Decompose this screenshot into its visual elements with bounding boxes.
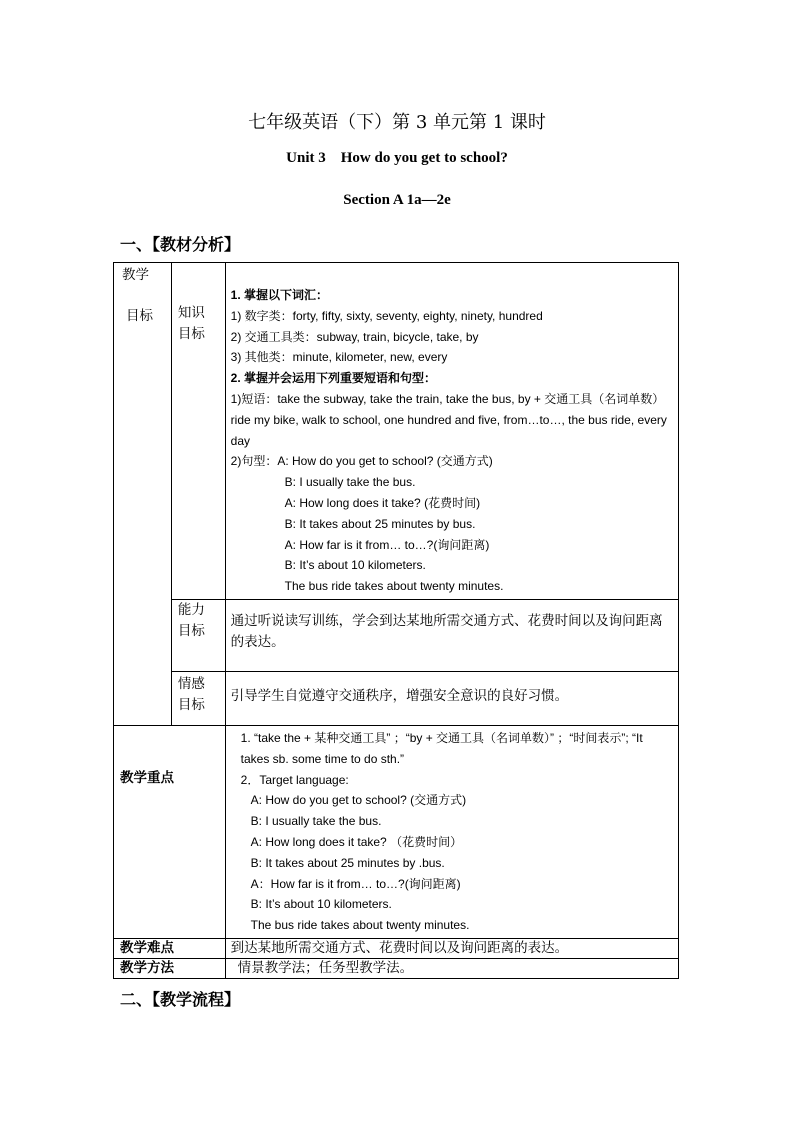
knowledge-label-2: 目标 (177, 326, 205, 342)
unit-title: Unit 3 How do you get to school? (286, 150, 508, 166)
key-points-line: 2．Target language: (240, 772, 349, 787)
lesson-title: 七年级英语（下）第 3 单元第 1 课时 (248, 112, 546, 133)
emotion-label-cell (171, 671, 225, 725)
objectives-label-1: 教学 (122, 267, 149, 283)
difficulty-content-cell (225, 938, 678, 958)
key-points-content-cell (225, 725, 678, 938)
knowledge-content-cell (225, 263, 678, 600)
part2-heading: 二、【教学流程】 (120, 990, 241, 1009)
key-points-line: 1. “take the + 某种交通工具” ；“by + 交通工具（名词单数）” ；“时间表示”; “It takes sb. some time to do sth.” (240, 730, 643, 766)
ability-label-2: 目标 (177, 622, 205, 639)
key-points-line: A: How do you get to school? (交通方式) (250, 793, 467, 808)
knowledge-line: The bus ride takes about twenty minutes. (284, 579, 504, 594)
knowledge-line: B: It’s about 10 kilometers. (284, 558, 426, 573)
key-points-line: A: How long does it take? （花费时间） (250, 834, 463, 849)
key-points-line: A：How far is it from… to…?(询问距离) (250, 876, 461, 891)
difficulty-label: 教学难点 (120, 939, 174, 956)
knowledge-line: B: It takes about 25 minutes by bus. (284, 516, 476, 531)
knowledge-line: A: How long does it take? (花费时间) (284, 495, 481, 510)
knowledge-line: 1. 掌握以下词汇： (230, 288, 328, 302)
knowledge-line: 1)短语：take the subway, take the train, take the bus, by + 交通工具（名词单数） ride my bike, walk to school, one hundred and five, from…to…, the bus ride, every day (230, 391, 667, 448)
objectives-label-cell (114, 263, 172, 726)
emotion-label-1: 情感 (177, 675, 205, 692)
ability-label-cell (171, 599, 225, 671)
objectives-label-2: 目标 (126, 308, 153, 324)
method-content-cell (225, 958, 678, 978)
knowledge-line: 2) 交通工具类：subway, train, bicycle, take, by (230, 329, 479, 344)
ability-content-cell (225, 599, 678, 671)
part1-heading: 一、【教材分析】 (120, 235, 241, 254)
knowledge-line: 2)句型：A: How do you get to school? (交通方式) (230, 454, 493, 469)
knowledge-line: A: How far is it from… to…?(询问距离) (284, 537, 490, 552)
difficulty-text: 到达某地所需交通方式、花费时间以及询问距离的表达。 (230, 939, 569, 956)
method-label: 教学方法 (120, 959, 174, 976)
knowledge-line: 1) 数字类：forty, fifty, sixty, seventy, eighty, ninety, hundred (230, 308, 543, 323)
knowledge-line: 3) 其他类：minute, kilometer, new, every (230, 350, 448, 365)
difficulty-label-cell (114, 938, 226, 958)
key-points-line: The bus ride takes about twenty minutes. (250, 918, 470, 933)
method-label-cell (114, 958, 226, 978)
key-points-line: B: It takes about 25 minutes by .bus. (250, 855, 445, 870)
knowledge-label-cell (171, 263, 225, 600)
section-title: Section A 1a—2e (343, 192, 451, 208)
emotion-content-cell (225, 671, 678, 725)
emotion-text: 引导学生自觉遵守交通秩序，增强安全意识的良好习惯。 (230, 687, 569, 704)
knowledge-label-1: 知识 (177, 305, 205, 321)
key-points-label-cell (114, 725, 226, 938)
method-text: 情景教学法；任务型教学法。 (237, 959, 414, 976)
knowledge-line: B: I usually take the bus. (284, 475, 416, 490)
key-points-label: 教学重点 (120, 769, 174, 786)
key-points-line: B: It’s about 10 kilometers. (250, 897, 392, 912)
key-points-line: B: I usually take the bus. (250, 814, 382, 829)
knowledge-line: 2. 掌握并会运用下列重要短语和句型： (230, 371, 436, 386)
lesson-analysis-table (113, 262, 679, 979)
ability-label-1: 能力 (177, 601, 205, 618)
emotion-label-2: 目标 (177, 696, 205, 713)
ability-text: 通过听说读写训练，学会到达某地所需交通方式、花费时间以及询问距离的表达。 (230, 612, 663, 650)
